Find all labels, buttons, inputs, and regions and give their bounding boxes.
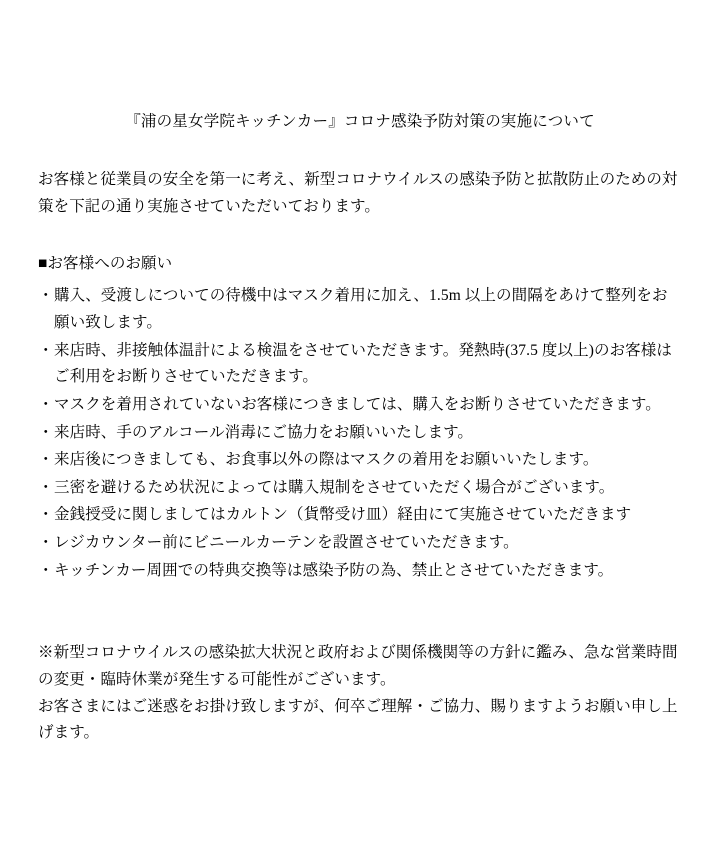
note-paragraph-1: ※新型コロナウイルスの感染拡大状況と政府および関係機関等の方針に鑑み、急な営業時間の変更・臨時休業が発生する可能性がございます。 (38, 644, 678, 689)
page-title: 『浦の星女学院キッチンカー』コロナ感染予防対策の実施について (125, 113, 595, 130)
list-item (38, 530, 682, 557)
requests-list (38, 283, 682, 584)
note-paragraph-2: お客さまにはご迷惑をお掛け致しますが、何卒ご理解・ご協力、賜りますようお願い申し上げます。 (38, 697, 678, 742)
list-item (38, 558, 682, 585)
bullet-marker: ・ (38, 561, 54, 579)
bullet-marker: ・ (38, 423, 54, 441)
bullet-marker: ・ (38, 395, 54, 413)
bullet-marker: ・ (38, 506, 54, 524)
list-item-text: 来店時、非接触体温計による検温をさせていただきます。発熱時(37.5 度以上)のお客様はご利用をお断りさせていただきます。 (54, 341, 672, 386)
list-item-text: レジカウンター前にビニールカーテンを設置させていただきます。 (54, 534, 519, 552)
list-item (38, 447, 682, 474)
list-item (38, 475, 682, 502)
list-item-text: 来店時、手のアルコール消毒にご協力をお願いいたします。 (54, 423, 474, 441)
list-item (38, 420, 682, 447)
bullet-marker: ・ (38, 451, 54, 469)
bullet-marker: ・ (38, 534, 54, 552)
list-item-text: マスクを着用されていないお客様につきましては、購入をお断りさせていただきます。 (54, 395, 661, 413)
list-item-text: キッチンカー周囲での特典交換等は感染予防の為、禁止とさせていただきます。 (54, 561, 614, 579)
bullet-marker: ・ (38, 287, 54, 305)
list-item-text: 購入、受渡しについての待機中はマスク着用に加え、1.5m 以上の間隔をあけて整列をお願い致します。 (54, 287, 668, 331)
closing-notes (38, 640, 682, 747)
section-heading-requests: ■お客様へのお願い (38, 254, 173, 272)
list-item-text: 来店後につきましても、お食事以外の際はマスクの着用をお願いいたします。 (54, 451, 599, 469)
list-item (38, 392, 682, 419)
bullet-marker: ・ (38, 341, 54, 359)
list-item-text: 金銭授受に関しましてはカルトン（貨幣受け皿）経由にて実施させていただきます (54, 506, 632, 524)
bullet-marker: ・ (38, 478, 54, 496)
intro-paragraph: お客様と従業員の安全を第一に考え、新型コロナウイルスの感染予防と拡散防止のための対策を下記の通り実施させていただいております。 (38, 171, 678, 215)
list-item-text: 三密を避けるため状況によっては購入規制をさせていただく場合がございます。 (54, 478, 615, 496)
list-item (38, 502, 682, 529)
list-item (38, 338, 682, 391)
list-item (38, 283, 682, 336)
